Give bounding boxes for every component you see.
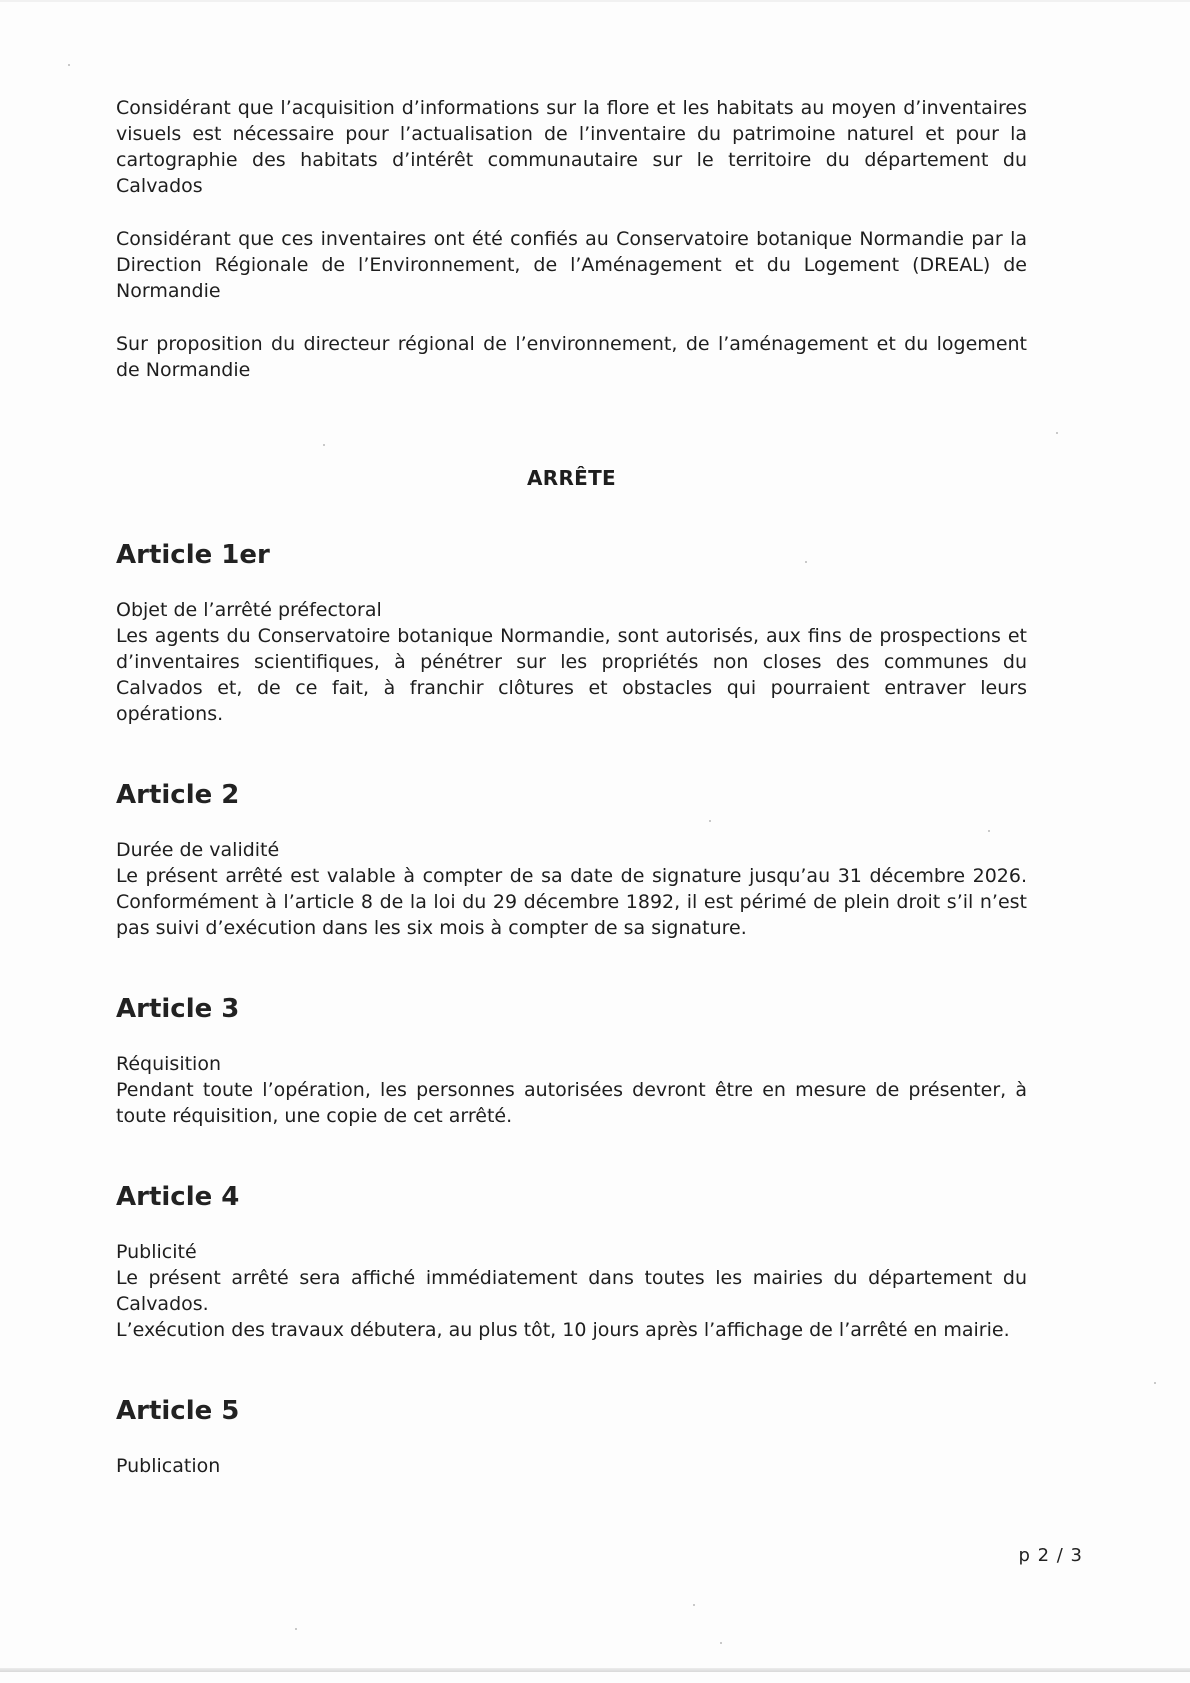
scan-speck xyxy=(68,64,70,66)
scan-speck xyxy=(988,830,990,832)
article-5 xyxy=(116,1395,1027,1479)
article-body: Le présent arrêté est valable à compter de sa date de signature jusqu’au 31 décembre 2026. Conformément à l’article 8 de la loi du 29 décembre 1892, il est périmé de plein droit s’il n’est pas suivi d’exécution dans les six mois à compter de sa signature. xyxy=(116,865,1027,939)
scan-speck xyxy=(693,1604,695,1606)
scan-speck xyxy=(1154,1382,1156,1384)
article-body: Pendant toute l’opération, les personnes autorisées devront être en mesure de présenter, à toute réquisition, une copie de cet arrêté. xyxy=(116,1079,1027,1127)
scan-speck xyxy=(323,444,325,446)
article-title: Article 4 xyxy=(116,1182,240,1212)
scan-speck xyxy=(1056,432,1058,434)
article-3 xyxy=(116,993,1027,1129)
decree-heading: ARRÊTE xyxy=(526,466,617,490)
article-title: Article 2 xyxy=(116,780,240,810)
article-subtitle: Durée de validité xyxy=(116,839,280,861)
considerant-paragraph: Considérant que l’acquisition d’informations sur la flore et les habitats au moyen d’inventaires visuels est nécessaire pour l’actualisation de l’inventaire du patrimoine naturel et pour la cartographie des habitats d’intérêt communautaire sur le territoire du département du Calvados xyxy=(116,97,1027,197)
article-subtitle: Publication xyxy=(116,1455,221,1477)
article-1 xyxy=(116,539,1027,727)
article-subtitle: Réquisition xyxy=(116,1053,221,1075)
article-title: Article 5 xyxy=(116,1396,240,1426)
scan-edge-bottom xyxy=(0,1668,1190,1672)
article-subtitle: Objet de l’arrêté préfectoral xyxy=(116,599,382,621)
article-subtitle: Publicité xyxy=(116,1241,197,1263)
scan-speck xyxy=(805,561,807,563)
proposal-paragraph: Sur proposition du directeur régional de l’environnement, de l’aménagement et du logement de Normandie xyxy=(116,333,1027,381)
page-content xyxy=(116,95,1027,1479)
scan-edge-top xyxy=(0,0,1190,2)
article-title: Article 1er xyxy=(116,540,270,570)
scan-speck xyxy=(720,1642,722,1644)
page-number: p 2 / 3 xyxy=(1018,1545,1083,1566)
article-title: Article 3 xyxy=(116,994,240,1024)
considerant-paragraph: Considérant que ces inventaires ont été confiés au Conservatoire botanique Normandie par la Direction Régionale de l’Environnement, de l’Aménagement et du Logement (DREAL) de Normandie xyxy=(116,228,1027,302)
article-4 xyxy=(116,1181,1027,1343)
article-body: Le présent arrêté sera affiché immédiatement dans toutes les mairies du département du Calvados. xyxy=(116,1267,1027,1315)
article-body: L’exécution des travaux débutera, au plus tôt, 10 jours après l’affichage de l’arrêté en mairie. xyxy=(116,1319,1010,1341)
scan-speck xyxy=(709,820,711,822)
article-2 xyxy=(116,779,1027,941)
article-body: Les agents du Conservatoire botanique Normandie, sont autorisés, aux fins de prospections et d’inventaires scientifiques, à pénétrer sur les propriétés non closes des communes du Calvados et, de ce fait, à franchir clôtures et obstacles qui pourraient entraver leurs opérations. xyxy=(116,625,1027,725)
scan-speck xyxy=(295,1628,297,1630)
